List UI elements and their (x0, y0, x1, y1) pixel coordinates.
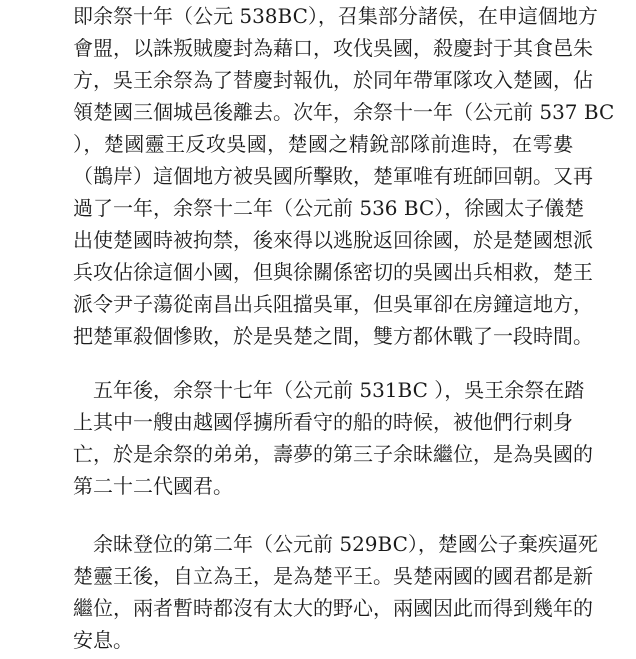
text-line: 會盟，以誅叛賊慶封為藉口，攻伐吳國，殺慶封于其食邑朱 (73, 36, 593, 60)
text-line: 第二十二代國君。 (73, 474, 233, 498)
text-line: 派令尹子蕩從南昌出兵阻擋吳軍，但吳軍卻在房鐘這地方， (73, 292, 593, 316)
paragraph-3 (73, 528, 598, 656)
text-line: 領楚國三個城邑後離去。次年，余祭十一年（公元前 537 BC (73, 100, 615, 124)
text-line: 把楚軍殺個慘敗，於是吳楚之間，雙方都休戰了一段時間。 (73, 324, 593, 348)
text-line: 過了一年，余祭十二年（公元前 536 BC），徐國太子儀楚 (73, 196, 585, 220)
text-line: 亡，於是余祭的弟弟，壽夢的第三子余昧繼位，是為吳國的 (73, 442, 593, 466)
text-line: 兵攻佔徐這個小國，但與徐關係密切的吳國出兵相救，楚王 (73, 260, 593, 284)
text-line: 繼位，兩者暫時都沒有太大的野心，兩國因此而得到幾年的 (73, 596, 593, 620)
text-line: 安息。 (73, 628, 133, 652)
text-line: 余昧登位的第二年（公元前 529BC），楚國公子棄疾逼死 (93, 532, 598, 556)
text-line: 五年後，余祭十七年（公元前 531BC ），吳王余祭在踏 (93, 378, 585, 402)
text-line: 方，吳王余祭為了替慶封報仇，於同年帶軍隊攻入楚國，佔 (73, 68, 593, 92)
paragraph-1 (73, 0, 615, 352)
text-line: （鵲岸）這個地方被吳國所擊敗，楚軍唯有班師回朝。又再 (73, 164, 593, 188)
text-line: 上其中一艘由越國俘擄所看守的船的時候，被他們行刺身 (73, 410, 573, 434)
text-line: 出使楚國時被拘禁，後來得以逃脫返回徐國，於是楚國想派 (73, 228, 593, 252)
text-line: 楚靈王後，自立為王，是為楚平王。吳楚兩國的國君都是新 (73, 564, 593, 588)
text-line: 即余祭十年（公元 538BC），召集部分諸侯，在申這個地方 (73, 4, 598, 28)
text-line: ），楚國靈王反攻吳國，楚國之精銳部隊前進時，在雩婁 (73, 132, 573, 156)
paragraph-2 (73, 374, 593, 502)
